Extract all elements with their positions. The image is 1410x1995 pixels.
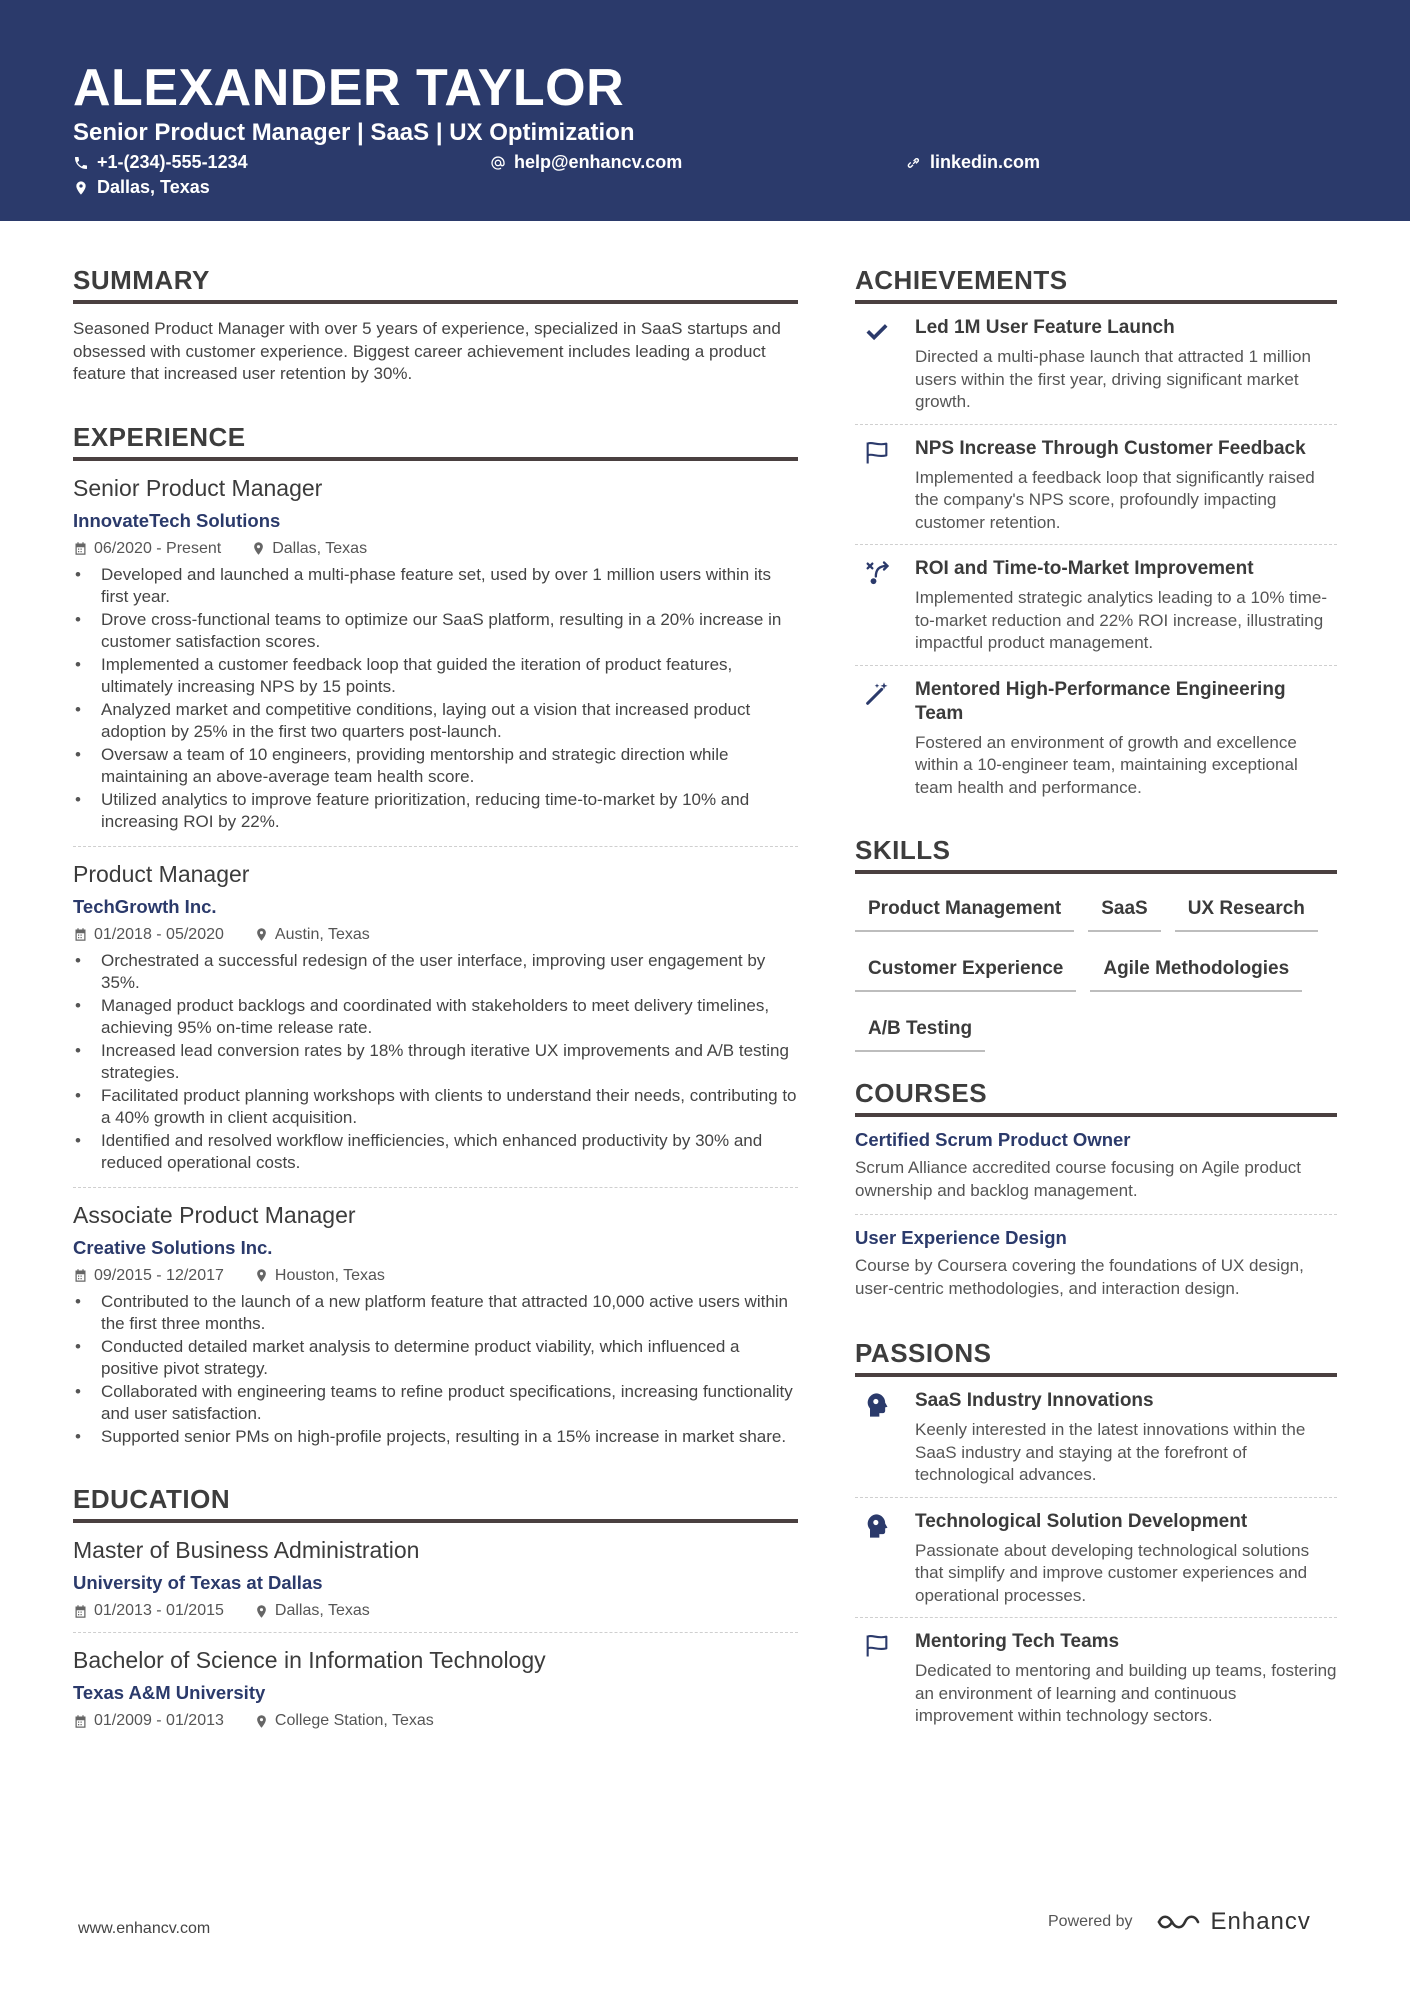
education-location-text: College Station, Texas	[274, 1712, 434, 1729]
experience-bullet: • Facilitated product planning workshops with clients to understand their needs, contributing to a 40% growth in client acquisition.	[73, 1085, 798, 1130]
experience-bullet: • Managed product backlogs and coordinated with stakeholders to meet delivery timelines, achieving 95% on-time release rate.	[73, 995, 798, 1040]
experience-bullet: • Identified and resolved workflow inefficiencies, which enhanced productivity by 30% and reduced operational costs.	[73, 1130, 798, 1175]
company-name: TechGrowth Inc.	[73, 895, 217, 917]
contact-linkedin[interactable]	[906, 152, 1040, 173]
candidate-name: ALEXANDER TAYLOR	[73, 59, 625, 117]
experience-bullet: • Increased lead conversion rates by 18% through iterative UX improvements and A/B testing strategies.	[73, 1040, 798, 1085]
achievement-title: NPS Increase Through Customer Feedback	[915, 437, 1306, 459]
job-title: Senior Product Manager	[73, 474, 323, 501]
education-dates: 01/2013 - 01/2015	[94, 1602, 224, 1619]
experience-bullet: • Collaborated with engineering teams to refine product specifications, increasing functionality and user satisfaction.	[73, 1381, 798, 1426]
passion-description: Passionate about developing technological solutions that simplify and improve customer experiences and operational processes.	[915, 1540, 1310, 1605]
courses-list	[855, 1117, 1337, 1312]
achievement-item	[855, 304, 1337, 425]
footer-branding	[1048, 1908, 1311, 1936]
passions-list	[855, 1377, 1337, 1738]
job-location-text: Dallas, Texas	[272, 539, 368, 557]
achievement-title: ROI and Time-to-Market Improvement	[915, 558, 1254, 579]
passion-item	[855, 1377, 1337, 1498]
experience-bullets	[73, 1291, 798, 1449]
brand-name: Enhancv	[1210, 1908, 1311, 1935]
skill-tag: UX Research	[1175, 888, 1318, 932]
skill-tag: Product Management	[855, 888, 1074, 932]
contact-email[interactable]	[490, 152, 682, 173]
summary-text: Seasoned Product Manager with over 5 years of experience, specialized in SaaS startups and obsessed with customer experience. Biggest career achievement includes leading a product feature that increased user retention by 30%.	[73, 319, 781, 383]
location-text: Dallas, Texas	[97, 177, 210, 197]
education-location-text: Dallas, Texas	[274, 1602, 370, 1619]
education-meta	[73, 1712, 798, 1730]
magic-wand-icon	[855, 678, 915, 800]
degree-title: Master of Business Administration	[73, 1537, 420, 1563]
job-location	[254, 926, 370, 944]
experience-bullets	[73, 950, 798, 1175]
email-text: help@enhancv.com	[514, 152, 683, 172]
achievements-list	[855, 304, 1337, 809]
phone-text: +1-(234)-555-1234	[97, 152, 248, 172]
experience-bullet: • Orchestrated a successful redesign of the user interface, improving user engagement by 35%.	[73, 950, 798, 995]
achievement-title: Led 1M User Feature Launch	[915, 317, 1175, 338]
location-pin-icon	[254, 1714, 269, 1729]
experience-item	[73, 1188, 798, 1461]
courses-heading: COURSES	[855, 1078, 1337, 1117]
experience-bullet: • Analyzed market and competitive conditions, laying out a vision that increased product adoption by 25% in the first two quarters post-launch.	[73, 699, 798, 744]
head-icon	[855, 1389, 915, 1487]
brand-logo[interactable]	[1155, 1908, 1311, 1936]
education-dates: 01/2009 - 01/2013	[94, 1712, 224, 1729]
company-name: InnovateTech Solutions	[73, 509, 281, 531]
job-location	[251, 540, 367, 558]
experience-bullet: • Drove cross-functional teams to optimize our SaaS platform, resulting in a 20% increase in customer satisfaction scores.	[73, 609, 798, 654]
resume-header	[0, 0, 1410, 221]
job-location-text: Houston, Texas	[274, 1266, 385, 1284]
course-description: Scrum Alliance accredited course focusing on Agile product ownership and backlog management.	[855, 1158, 1302, 1200]
experience-bullet: • Contributed to the launch of a new platform feature that attracted 10,000 active users within the first three months.	[73, 1291, 798, 1336]
education-item	[73, 1633, 798, 1742]
achievement-title: Mentored High-Performance Engineering Team	[915, 678, 1286, 724]
link-icon	[906, 155, 922, 171]
job-location	[254, 1267, 385, 1285]
location-pin-icon	[254, 1268, 269, 1283]
achievement-item	[855, 545, 1337, 666]
job-dates: 09/2015 - 12/2017	[94, 1266, 224, 1284]
skills-list	[855, 888, 1337, 1068]
phone-icon	[73, 155, 89, 171]
experience-bullet: • Implemented a customer feedback loop that guided the iteration of product features, ultimately increasing NPS by 15 points.	[73, 654, 798, 699]
education-item	[73, 1523, 798, 1633]
job-meta	[73, 1267, 798, 1285]
location-pin-icon	[254, 1604, 269, 1619]
course-title: User Experience Design	[855, 1227, 1067, 1248]
experience-bullet: • Oversaw a team of 10 engineers, providing mentorship and strategic direction while maintaining an above-average team health score.	[73, 744, 798, 789]
job-title: Associate Product Manager	[73, 1201, 356, 1228]
job-location-text: Austin, Texas	[274, 925, 370, 943]
calendar-icon	[73, 927, 88, 942]
passion-description: Keenly interested in the latest innovations within the SaaS industry and staying at the forefront of technological advances.	[915, 1420, 1306, 1484]
enhancv-logo-icon	[1155, 1910, 1201, 1934]
company-name: Creative Solutions Inc.	[73, 1236, 273, 1258]
calendar-icon	[73, 541, 88, 556]
course-title: Certified Scrum Product Owner	[855, 1129, 1131, 1150]
course-item	[855, 1117, 1337, 1215]
experience-bullet: • Developed and launched a multi-phase feature set, used by over 1 million users within its first year.	[73, 564, 798, 609]
experience-bullet: • Supported senior PMs on high-profile projects, resulting in a 15% increase in market share.	[73, 1426, 798, 1449]
job-dates: 01/2018 - 05/2020	[94, 925, 224, 943]
education-list	[73, 1523, 798, 1742]
contact-phone	[73, 152, 248, 173]
skills-section	[855, 835, 1337, 1068]
flag-icon	[855, 1630, 915, 1728]
passion-title: SaaS Industry Innovations	[915, 1390, 1154, 1411]
achievement-item	[855, 666, 1337, 810]
job-meta	[73, 926, 798, 944]
experience-section	[73, 422, 798, 1461]
job-title: Product Manager	[73, 860, 250, 887]
strategy-icon	[855, 557, 915, 655]
skill-tag: A/B Testing	[855, 1008, 985, 1052]
check-icon	[855, 316, 915, 414]
linkedin-text: linkedin.com	[930, 152, 1041, 172]
flag-icon	[855, 437, 915, 535]
experience-heading: EXPERIENCE	[73, 422, 798, 461]
passions-heading: PASSIONS	[855, 1338, 1337, 1377]
course-item	[855, 1215, 1337, 1312]
achievement-description: Implemented strategic analytics leading to a 10% time-to-market reduction and 22% ROI increase, illustrating impactful product management.	[915, 588, 1327, 652]
courses-section	[855, 1078, 1337, 1312]
education-location	[254, 1712, 434, 1730]
passion-title: Mentoring Tech Teams	[915, 1631, 1120, 1652]
experience-bullet: • Conducted detailed market analysis to determine product viability, which influenced a positive pivot strategy.	[73, 1336, 798, 1381]
location-pin-icon	[251, 541, 266, 556]
education-section	[73, 1484, 798, 1742]
education-location	[254, 1602, 370, 1620]
passion-item	[855, 1498, 1337, 1619]
achievement-item	[855, 425, 1337, 546]
summary-heading: SUMMARY	[73, 265, 798, 304]
achievement-description: Directed a multi-phase launch that attracted 1 million users within the first year, driving significant market growth.	[915, 347, 1311, 411]
skill-tag: Customer Experience	[855, 948, 1076, 992]
experience-item	[73, 847, 798, 1188]
education-heading: EDUCATION	[73, 1484, 798, 1523]
skill-tag: Agile Methodologies	[1090, 948, 1302, 992]
education-meta	[73, 1602, 798, 1620]
experience-bullet: • Utilized analytics to improve feature prioritization, reducing time-to-market by 10% and increasing ROI by 22%.	[73, 789, 798, 834]
summary-section	[73, 265, 798, 386]
left-column	[73, 265, 798, 1742]
right-column	[855, 265, 1337, 1738]
passions-section	[855, 1338, 1337, 1738]
experience-bullets	[73, 564, 798, 834]
skills-heading: SKILLS	[855, 835, 1337, 874]
contact-location	[73, 177, 210, 198]
head-icon	[855, 1510, 915, 1608]
location-pin-icon	[73, 180, 89, 196]
experience-item	[73, 461, 798, 847]
passion-title: Technological Solution Development	[915, 1510, 1248, 1532]
degree-title: Bachelor of Science in Information Technology	[73, 1647, 546, 1673]
calendar-icon	[73, 1714, 88, 1729]
course-description: Course by Coursera covering the foundations of UX design, user-centric methodologies, and interaction design.	[855, 1256, 1304, 1298]
passion-description: Dedicated to mentoring and building up teams, fostering an environment of learning and continuous improvement within technology sectors.	[915, 1661, 1337, 1725]
school-name: Texas A&M University	[73, 1682, 266, 1703]
achievements-heading: ACHIEVEMENTS	[855, 265, 1337, 304]
skill-tag: SaaS	[1088, 888, 1160, 932]
passion-item	[855, 1618, 1337, 1738]
achievement-description: Implemented a feedback loop that significantly raised the company's NPS score, profoundly impacting customer retention.	[915, 467, 1315, 532]
location-pin-icon	[254, 927, 269, 942]
job-dates: 06/2020 - Present	[94, 539, 222, 557]
calendar-icon	[73, 1268, 88, 1283]
calendar-icon	[73, 1604, 88, 1619]
powered-by-text: Powered by	[1048, 1913, 1133, 1930]
school-name: University of Texas at Dallas	[73, 1572, 323, 1593]
experience-list	[73, 461, 798, 1461]
candidate-headline: Senior Product Manager | SaaS | UX Optimization	[73, 119, 635, 146]
achievements-section	[855, 265, 1337, 809]
job-meta	[73, 540, 798, 558]
achievement-description: Fostered an environment of growth and excellence within a 10-engineer team, maintaining exceptional team health and performance.	[915, 732, 1298, 797]
at-icon	[490, 155, 506, 171]
footer-website[interactable]: www.enhancv.com	[78, 1920, 211, 1937]
